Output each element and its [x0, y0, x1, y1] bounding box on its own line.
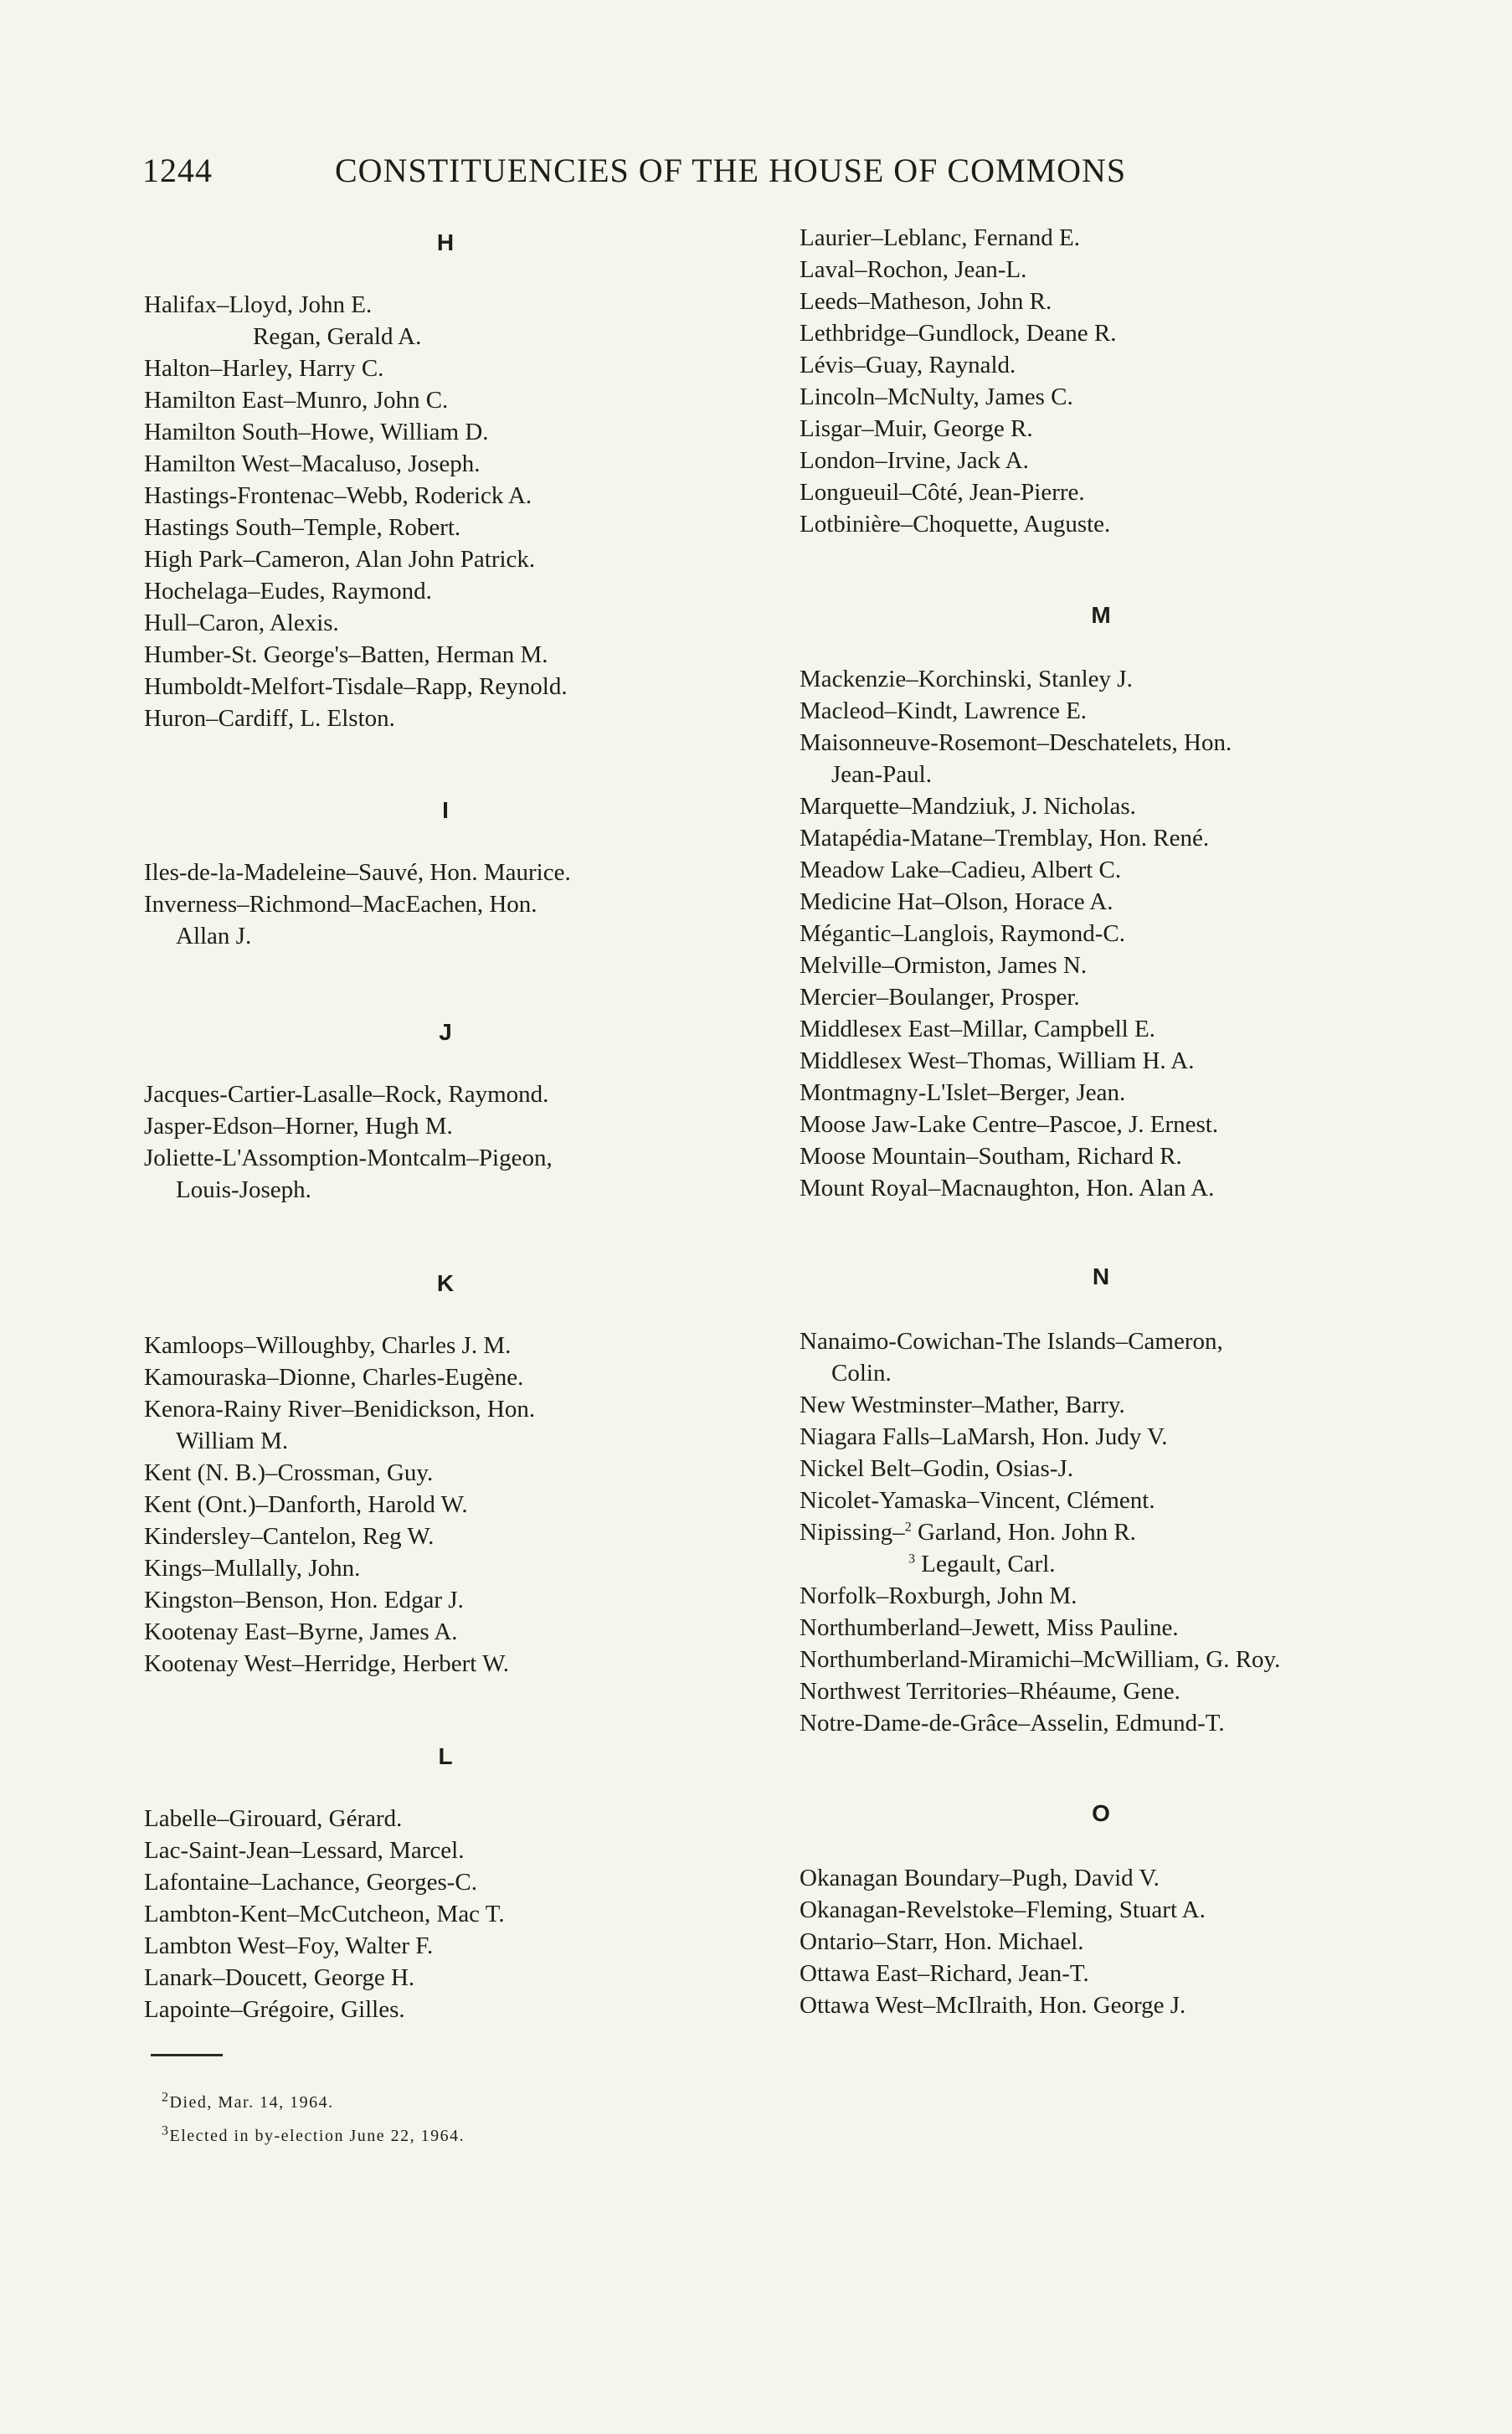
constituency-entry [800, 1644, 1280, 1675]
constituency-entry [144, 1930, 505, 1962]
entry-text: Ottawa East–Richard, Jean-T. [800, 1960, 1089, 1987]
entry-text: Hochelaga–Eudes, Raymond. [144, 578, 432, 605]
entry-text: Mount Royal–Macnaughton, Hon. Alan A. [800, 1175, 1215, 1202]
constituency-entry [800, 1140, 1232, 1172]
entry-text: Halton–Harley, Harry C. [144, 355, 384, 382]
constituency-entry [144, 1110, 553, 1142]
constituency-entry [800, 476, 1117, 508]
entry-text: Mercier–Boulanger, Prosper. [800, 984, 1080, 1011]
constituency-list [800, 1862, 1206, 2021]
constituency-entry [800, 1989, 1206, 2021]
constituency-entry [800, 1675, 1280, 1707]
entry-text: Moose Mountain–Southam, Richard R. [800, 1143, 1182, 1170]
section-letter-i: I [442, 797, 449, 823]
entry-text: Hastings South–Temple, Robert. [144, 514, 461, 541]
constituency-entry [144, 1489, 535, 1521]
entry-text: Maisonneuve-Rosemont–Deschatelets, Hon. [800, 729, 1232, 756]
entry-text: New Westminster–Mather, Barry. [800, 1392, 1125, 1418]
constituency-list [144, 1330, 535, 1680]
constituency-entry [144, 480, 568, 512]
entry-text: Joliette-L'Assomption-Montcalm–Pigeon, [144, 1145, 553, 1171]
entry-text: Longueuil–Côté, Jean-Pierre. [800, 479, 1085, 506]
constituency-entry [800, 886, 1232, 918]
constituency-entry [800, 222, 1117, 254]
constituency-entry [144, 702, 568, 734]
constituency-entry [800, 918, 1232, 949]
entry-text: Okanagan-Revelstoke–Fleming, Stuart A. [800, 1896, 1206, 1923]
entry-text: Northumberland-Miramichi–McWilliam, G. Roy. [800, 1646, 1281, 1673]
entry-text: Ottawa West–McIlraith, Hon. George J. [800, 1992, 1186, 2019]
constituency-entry [144, 1835, 505, 1866]
constituency-entry [800, 981, 1232, 1013]
entry-text: Lethbridge–Gundlock, Deane R. [800, 320, 1117, 347]
entry-text: Northumberland–Jewett, Miss Pauline. [800, 1614, 1179, 1641]
constituency-entry [144, 1962, 505, 1994]
entry-text: Nanaimo-Cowichan-The Islands–Cameron, [800, 1328, 1223, 1355]
constituency-entry [800, 1894, 1206, 1926]
constituency-entry [144, 543, 568, 575]
entry-text: Kootenay East–Byrne, James A. [144, 1618, 458, 1645]
constituency-entry [800, 1580, 1280, 1612]
entry-text: Iles-de-la-Madeleine–Sauvé, Hon. Maurice. [144, 859, 571, 886]
constituency-list [144, 1078, 553, 1206]
entry-text: Ontario–Starr, Hon. Michael. [800, 1928, 1084, 1955]
entry-text: Halifax–Lloyd, John E. [144, 291, 373, 318]
entry-text: Nicolet-Yamaska–Vincent, Clément. [800, 1487, 1155, 1514]
constituency-entry [800, 1958, 1206, 1989]
constituency-list [144, 1803, 505, 2025]
constituency-entry [800, 949, 1232, 981]
entry-text: High Park–Cameron, Alan John Patrick. [144, 546, 536, 573]
constituency-entry [800, 413, 1117, 445]
entry-text: Lisgar–Muir, George R. [800, 415, 1033, 442]
section-letter-n: N [1092, 1263, 1110, 1289]
constituency-entry [144, 1330, 535, 1361]
constituency-entry [144, 1521, 535, 1552]
constituency-entry [800, 317, 1117, 349]
entry-text: Kamloops–Willoughby, Charles J. M. [144, 1332, 512, 1359]
section-letter-o: O [1092, 1800, 1110, 1826]
constituency-list [800, 222, 1117, 540]
entry-text: Lafontaine–Lachance, Georges-C. [144, 1869, 478, 1896]
constituency-entry [144, 671, 568, 702]
entry-text: Louis-Joseph. [176, 1176, 311, 1203]
entry-text: Kent (Ont.)–Danforth, Harold W. [144, 1491, 468, 1518]
constituency-entry [144, 1584, 535, 1616]
constituency-entry [144, 1425, 535, 1457]
entry-text: Kingston–Benson, Hon. Edgar J. [144, 1587, 464, 1613]
entry-text: Kings–Mullally, John. [144, 1555, 361, 1582]
entry-text: Mégantic–Langlois, Raymond-C. [800, 920, 1126, 947]
constituency-entry [800, 1389, 1280, 1421]
entry-text: Leeds–Matheson, John R. [800, 288, 1052, 315]
entry-text: Lotbinière–Choquette, Auguste. [800, 511, 1111, 538]
constituency-entry [800, 286, 1117, 317]
entry-text: Montmagny-L'Islet–Berger, Jean. [800, 1079, 1126, 1106]
constituency-entry [144, 920, 571, 952]
constituency-entry [800, 1548, 1280, 1580]
entry-text: Lambton West–Foy, Walter F. [144, 1932, 434, 1959]
entry-text: Jasper-Edson–Horner, Hugh M. [144, 1113, 453, 1140]
constituency-entry [800, 790, 1232, 822]
constituency-entry [144, 321, 568, 352]
entry-text: Kenora-Rainy River–Benidickson, Hon. [144, 1396, 536, 1423]
constituency-entry [144, 1552, 535, 1584]
entry-text: Lambton-Kent–McCutcheon, Mac T. [144, 1901, 505, 1927]
constituency-entry [800, 1862, 1206, 1894]
constituency-entry [800, 349, 1117, 381]
constituency-entry [800, 1172, 1232, 1204]
constituency-entry [144, 289, 568, 321]
entry-text: Kamouraska–Dionne, Charles-Eugène. [144, 1364, 524, 1391]
constituency-entry [800, 1077, 1232, 1109]
page-number: 1244 [142, 152, 213, 189]
entry-text: Melville–Ormiston, James N. [800, 952, 1088, 979]
constituency-list [800, 663, 1232, 1204]
constituency-entry [800, 663, 1232, 695]
entry-text: Jean-Paul. [831, 761, 932, 788]
entry-text: Regan, Gerald A. [253, 323, 422, 350]
entry-text: Medicine Hat–Olson, Horace A. [800, 888, 1113, 915]
constituency-entry [800, 1045, 1232, 1077]
entry-text: Marquette–Mandziuk, J. Nicholas. [800, 793, 1136, 820]
constituency-entry [800, 1325, 1280, 1357]
entry-text: Middlesex West–Thomas, William H. A. [800, 1047, 1195, 1074]
constituency-entry [800, 695, 1232, 727]
entry-text: Kindersley–Cantelon, Reg W. [144, 1523, 435, 1550]
entry-text: Hastings-Frontenac–Webb, Roderick A. [144, 482, 532, 509]
entry-text: Laval–Rochon, Jean-L. [800, 256, 1027, 283]
constituency-entry [144, 1898, 505, 1930]
entry-text: Nickel Belt–Godin, Osias-J. [800, 1455, 1074, 1482]
entry-text: Lac-Saint-Jean–Lessard, Marcel. [144, 1837, 465, 1864]
constituency-entry [144, 1803, 505, 1835]
entry-text: Laurier–Leblanc, Fernand E. [800, 224, 1080, 251]
constituency-entry [144, 1648, 535, 1680]
constituency-entry [144, 1361, 535, 1393]
constituency-entry [800, 381, 1117, 413]
entry-member: Garland, Hon. John R. [911, 1519, 1136, 1546]
constituency-entry [800, 727, 1232, 759]
constituency-entry [800, 1485, 1280, 1516]
entry-text: Hull–Caron, Alexis. [144, 610, 339, 636]
footnote-text: Died, Mar. 14, 1964. [169, 2093, 334, 2112]
footnote-mark: 3 [162, 2123, 170, 2138]
entry-member: Legault, Carl. [915, 1551, 1056, 1577]
entry-text: Lapointe–Grégoire, Gilles. [144, 1996, 405, 2023]
constituency-entry [144, 1078, 553, 1110]
footnote [162, 2090, 334, 2112]
footnote-rule [151, 2054, 223, 2056]
entry-text: Hamilton East–Munro, John C. [144, 387, 449, 414]
constituency-entry [800, 1516, 1280, 1548]
entry-text: William M. [176, 1428, 289, 1454]
constituency-entry [144, 1616, 535, 1648]
entry-text: Macleod–Kindt, Lawrence E. [800, 697, 1088, 724]
constituency-entry [144, 1457, 535, 1489]
constituency-entry [144, 384, 568, 416]
entry-text: Humber-St. George's–Batten, Herman M. [144, 641, 548, 668]
entry-text: Lévis–Guay, Raynald. [800, 352, 1016, 378]
constituency-entry [144, 607, 568, 639]
entry-text: Niagara Falls–LaMarsh, Hon. Judy V. [800, 1423, 1168, 1450]
entry-text: Mackenzie–Korchinski, Stanley J. [800, 666, 1133, 692]
constituency-entry [800, 759, 1232, 790]
entry-text: Lincoln–McNulty, James C. [800, 383, 1073, 410]
constituency-entry [800, 254, 1117, 286]
entry-text: Middlesex East–Millar, Campbell E. [800, 1016, 1155, 1042]
entry-text: Okanagan Boundary–Pugh, David V. [800, 1865, 1160, 1891]
entry-text: Nipissing– [800, 1519, 905, 1546]
constituency-entry [800, 1926, 1206, 1958]
entry-text: Labelle–Girouard, Gérard. [144, 1805, 403, 1832]
constituency-entry [800, 1109, 1232, 1140]
constituency-entry [800, 1421, 1280, 1453]
entry-text: Kent (N. B.)–Crossman, Guy. [144, 1459, 434, 1486]
section-letter-h: H [436, 229, 455, 255]
footnote-marker: 3 [908, 1551, 915, 1567]
entry-text: Allan J. [176, 923, 252, 949]
constituency-entry [144, 857, 571, 888]
constituency-list [144, 289, 568, 734]
entry-text: Northwest Territories–Rhéaume, Gene. [800, 1678, 1180, 1705]
constituency-entry [144, 888, 571, 920]
constituency-entry [144, 1393, 535, 1425]
constituency-entry [144, 1142, 553, 1174]
constituency-entry [144, 512, 568, 543]
section-letter-j: J [439, 1019, 452, 1045]
entry-text: Humboldt-Melfort-Tisdale–Rapp, Reynold. [144, 673, 568, 700]
footnote-marker: 2 [904, 1520, 912, 1535]
constituency-entry [800, 445, 1117, 476]
entry-text: Hamilton West–Macaluso, Joseph. [144, 450, 481, 477]
constituency-entry [144, 1174, 553, 1206]
constituency-entry [800, 822, 1232, 854]
entry-text: Kootenay West–Herridge, Herbert W. [144, 1650, 510, 1677]
running-title: CONSTITUENCIES OF THE HOUSE OF COMMONS [335, 152, 1127, 189]
constituency-entry [144, 448, 568, 480]
entry-text: Jacques-Cartier-Lasalle–Rock, Raymond. [144, 1081, 549, 1108]
entry-text: Matapédia-Matane–Tremblay, Hon. René. [800, 825, 1210, 852]
entry-text: Huron–Cardiff, L. Elston. [144, 705, 395, 732]
constituency-entry [800, 1453, 1280, 1485]
constituency-list [800, 1325, 1280, 1739]
constituency-entry [144, 1866, 505, 1898]
entry-text: Moose Jaw-Lake Centre–Pascoe, J. Ernest. [800, 1111, 1219, 1138]
entry-text: Norfolk–Roxburgh, John M. [800, 1582, 1077, 1609]
constituency-entry [800, 1707, 1280, 1739]
constituency-entry [144, 639, 568, 671]
footnote-mark: 2 [162, 2090, 170, 2105]
constituency-entry [144, 416, 568, 448]
section-letter-m: M [1091, 602, 1111, 628]
constituency-entry [800, 1357, 1280, 1389]
constituency-entry [144, 352, 568, 384]
constituency-entry [800, 1612, 1280, 1644]
entry-text: Notre-Dame-de-Grâce–Asselin, Edmund-T. [800, 1710, 1225, 1737]
footnote [162, 2123, 465, 2146]
constituency-entry [800, 508, 1117, 540]
constituency-entry [144, 1994, 505, 2025]
section-letter-l: L [438, 1743, 453, 1769]
entry-text: Lanark–Doucett, George H. [144, 1964, 415, 1991]
entry-text: Inverness–Richmond–MacEachen, Hon. [144, 891, 537, 918]
constituency-list [144, 857, 571, 952]
entry-text: Hamilton South–Howe, William D. [144, 419, 489, 445]
entry-text: Colin. [831, 1360, 892, 1387]
constituency-entry [144, 575, 568, 607]
section-letter-k: K [436, 1270, 455, 1296]
entry-text: London–Irvine, Jack A. [800, 447, 1029, 474]
constituency-entry [800, 1013, 1232, 1045]
footnote-text: Elected in by-election June 22, 1964. [169, 2127, 465, 2145]
entry-text: Meadow Lake–Cadieu, Albert C. [800, 857, 1122, 883]
constituency-entry [800, 854, 1232, 886]
